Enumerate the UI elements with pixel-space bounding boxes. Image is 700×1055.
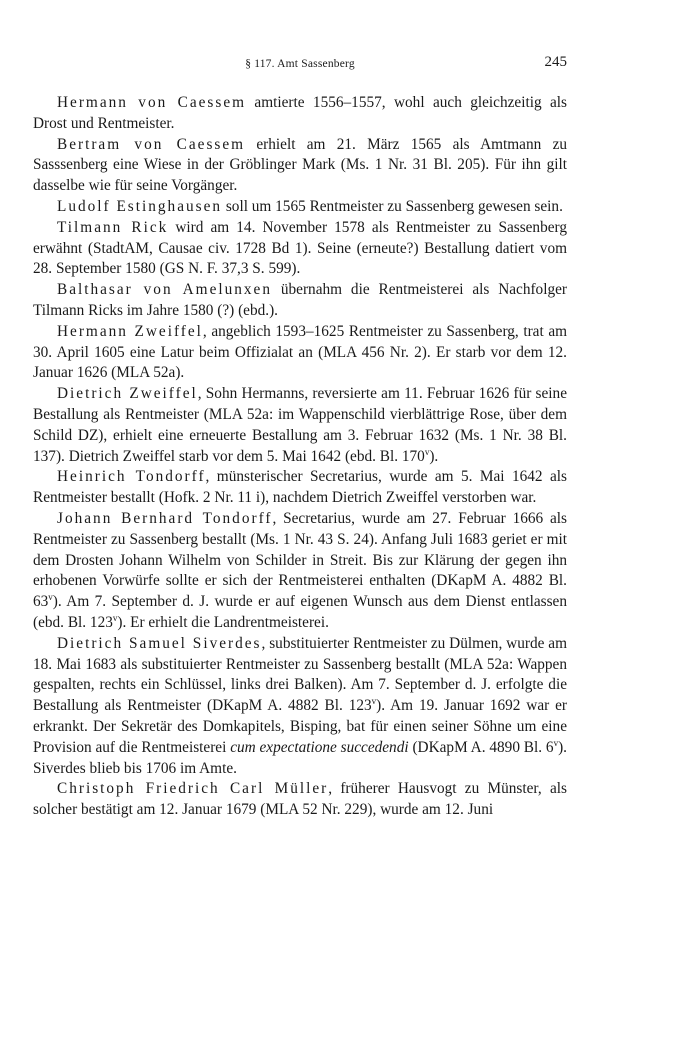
person-name: Hermann von Caessem xyxy=(57,94,247,111)
entry-dietrich-samuel-siverdes xyxy=(33,634,567,780)
latin-phrase: cum expectatione succedendi xyxy=(230,738,409,756)
entry-heinrich-tondorff xyxy=(33,467,567,509)
entry-balthasar-von-amelunxen xyxy=(33,280,567,322)
entry-text: amtierte 1556–1557, wohl auch gleichzeitig als Drost und Rentmeister. xyxy=(33,94,567,132)
person-name: Dietrich Zweiffel xyxy=(57,385,198,403)
superscript-verso: v xyxy=(553,737,559,748)
entry-text: erhielt am 21. März 1565 als Amtmann zu Sasssenberg eine Wiese in der Gröblinger Mark (Ms. 1 Nr. 31 Bl. 205). Für ihn gilt dasselbe wie für seine Vorgänger. xyxy=(33,135,568,195)
person-name: Dietrich Samuel Siverdes xyxy=(57,634,262,652)
entry-christoph-friedrich-carl-mueller xyxy=(33,779,567,821)
entry-text: übernahm die Rentmeisterei als Nachfolger Tilmann Ricks im Jahre 1580 (?) (ebd.). xyxy=(33,281,567,319)
running-title: § 117. Amt Sassenberg xyxy=(245,58,355,70)
entry-text: soll um 1565 Rentmeister zu Sassenberg gewesen sein. xyxy=(222,197,563,215)
person-name: Balthasar von Amelunxen xyxy=(57,281,272,299)
person-name: Heinrich Tondorff xyxy=(57,468,206,486)
superscript-verso: v xyxy=(48,592,53,603)
person-name: Bertram von Caessem xyxy=(57,135,246,153)
entry-text: , substituierter Rentmeister zu Dülmen, wurde am 18. Mai 1683 als substituierter Rentmeister zu Sassenberg bestallt (MLA 52a: Wappen gespalten, rechts ein Schlüssel, links drei Balken). Am 7. September d. J. erfolgte die Bestallung als Rentmeister (DKapM A. 4882 Bl. 123 xyxy=(33,634,567,715)
entry-text-end: ). Siverdes blieb bis 1706 im Amte. xyxy=(33,738,567,777)
entry-text: , früherer Hausvogt zu Münster, als solcher bestätigt am 12. Januar 1679 (MLA 52 Nr. 229), wurde am 12. Juni xyxy=(33,780,567,819)
person-name: Christoph Friedrich Carl Müller xyxy=(57,780,329,798)
entry-text: , Sohn Hermanns, reversierte am 11. Februar 1626 für seine Bestallung als Rentmeister (MLA 52a: im Wappenschild vierblättrige Rose, über dem Schild DZ), erhielt eine erneuerte Bestallung am 3. Februar 1632 (Ms. 1 Nr. 38 Bl. 137). Dietrich Zweiffel starb vor dem 5. Mai 1642 (ebd. Bl. 170 xyxy=(33,385,567,465)
entry-text-end: ). Er erhielt die Landrentmeisterei. xyxy=(117,613,329,631)
body-text xyxy=(33,93,567,821)
entry-johann-bernhard-tondorff xyxy=(33,509,567,634)
entry-text-end: ). xyxy=(429,447,439,465)
person-name: Ludolf Estinghausen xyxy=(57,197,223,215)
entry-tilmann-rick xyxy=(33,218,567,280)
entry-text: , münsterischer Secretarius, wurde am 5. Mai 1642 als Rentmeister bestallt (Hofk. 2 Nr. 11 i), nachdem Dietrich Zweiffel verstorben war. xyxy=(33,468,567,507)
superscript-verso: v xyxy=(424,446,430,457)
entry-text: (DKapM A. 4890 Bl. 6 xyxy=(408,738,554,756)
entry-text: , angeblich 1593–1625 Rentmeister zu Sassenberg, trat am 30. April 1605 eine Latur beim Offizialat an (MLA 456 Nr. 2). Er starb vor dem 12. Januar 1626 (MLA 52a). xyxy=(33,322,568,382)
entry-ludolf-estinghausen xyxy=(33,197,567,218)
entry-text: wird am 14. November 1578 als Rentmeister zu Sassenberg erwähnt (StadtAM, Causae civ. 1728 Bd 1). Seine (erneute?) Bestallung datiert vom 28. September 1580 (GS N. F. 37,3 S. 599). xyxy=(33,218,567,278)
entry-text: ). Am 19. Januar 1692 war er erkrankt. Der Sekretär des Domkapitels, Bisping, bat für einen seiner Söhne um eine Provision auf die Rentmeisterei xyxy=(33,697,567,756)
running-header xyxy=(33,54,567,74)
person-name: Tilmann Rick xyxy=(57,218,169,236)
entry-dietrich-zweiffel xyxy=(33,384,567,467)
person-name: Hermann Zweiffel xyxy=(57,322,203,340)
entry-text: , Secretarius, wurde am 27. Februar 1666 als Rentmeister zu Sassenberg bestallt (Ms. 1 Nr. 43 S. 24). Anfang Juli 1683 geriet er mit dem Drosten Johann Wilhelm von Schilder in Streit. Bis zur Klärung der gegen ihn erhobenen Vorwürfe sollte er sich der Rentmeisterei enthalten (DKapM A. 4882 Bl. 63 xyxy=(33,509,567,611)
superscript-verso: v xyxy=(371,696,377,707)
superscript-verso: v xyxy=(112,612,118,623)
entry-text: ). Am 7. September d. J. wurde er auf eigenen Wunsch aus dem Dienst entlassen (ebd. Bl. 123 xyxy=(33,593,567,631)
entry-bertram-von-caessem xyxy=(33,135,567,197)
entry-hermann-zweiffel xyxy=(33,322,567,384)
entry-hermann-von-caessem xyxy=(33,93,567,135)
person-name: Johann Bernhard Tondorff xyxy=(57,509,273,527)
page-number: 245 xyxy=(544,54,567,70)
